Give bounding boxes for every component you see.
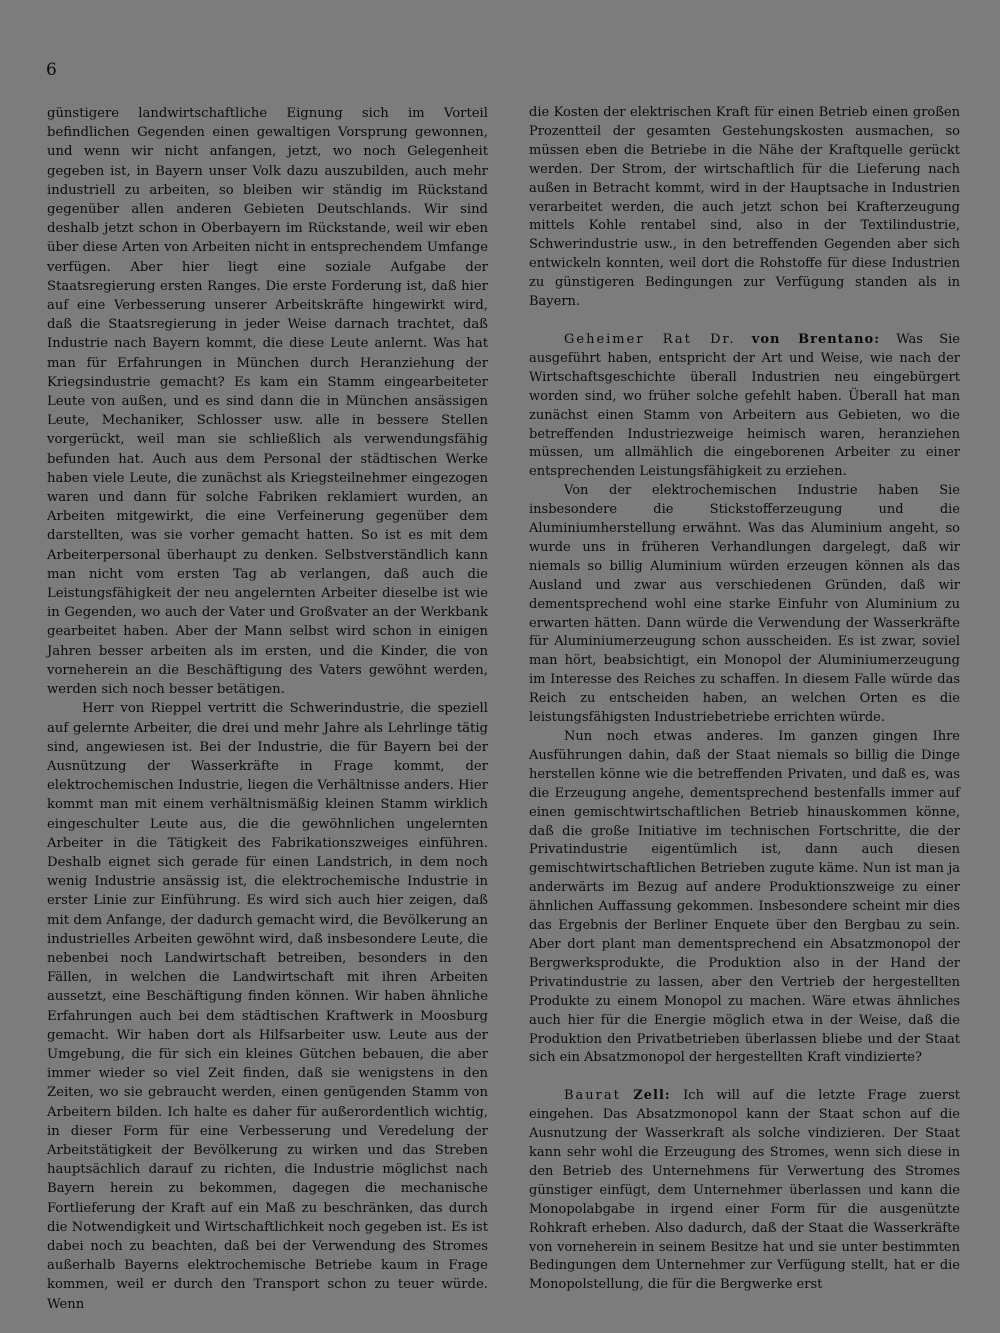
speech-text: Ich will auf die letzte Frage zuerst eingehen. Das Absatzmonopol kann der Staat schon auf die Ausnutzung der Wasserkraft als solche vindizieren. Der Staat kann sehr wohl die Erzeugung des Stromes, wenn sich diese in den Betrieb des Unternehmens für Verwertung des Stromes günstiger einfügt, dem Unternehmer überlassen und kann die Monopolabgabe in irgend einer Form für die ausgenützte Rohkraft erheben. Also dadurch, daß der Staat die Wasserkräfte von vorneherein in seinem Besitze hat und sie unter bestimmten Bedingungen dem Unternehmer zur Verfügung stellt, hat er die Monopolstellung, die für die Bergwerke erst [529,1088,960,1293]
paragraph: Nun noch etwas anderes. Im ganzen gingen Ihre Ausführungen dahin, daß der Staat niemals so billig die Dinge herstellen könne wie die betreffenden Privaten, und daß es, was die Erzeugung angehe, dementsprechend bestenfalls immer auf einen gemischtwirtschaftlichen Betrieb hinauskommen könne, daß die große Initiative im technischen Fortschritte, die der Privatindustrie eigentümlich ist, dann auch diesen gemischtwirtschaftlichen Betrieben zugute käme. Nun ist man ja anderwärts im Bezug auf andere Produktionszweige zu einer ähnlichen Auffassung gekommen. Insbesondere scheint mir dies das Ergebnis der Berliner Enquete über den Bergbau zu sein. Aber dort plant man dementsprechend ein Absatzmonopol der Bergwerksprodukte, die Produktion also in der Hand der Privatindustrie zu lassen, aber den Vertrieb der hergestellten Produkte zu einem Monopol zu machen. Wäre etwas ähnliches auch hier für die Energie möglich etwa in der Weise, daß die Produktion den Privatbetrieben überlassen bliebe und der Staat sich ein Absatzmonopol der hergestellten Kraft vindizierte? [529,729,960,1066]
speech-paragraph [529,1087,960,1295]
speaker-title: Baurat [564,1088,621,1104]
paragraph: Von der elektrochemischen Industrie haben Sie insbesondere die Stickstofferzeugung und die Aluminiumherstellung erwähnt. Was das Aluminium angeht, so wurde uns in früheren Verhandlungen dargelegt, daß wir niemals so billig Aluminium würden erzeugen können als das Ausland und zwar aus verschiedenen Gründen, daß wir dementsprechend wohl eine starke Einfuhr von Aluminium zu erwarten hätten. Dann würde die Verwendung der Wasserkräfte für Aluminiumerzeugung schon ausscheiden. Es ist zwar, soviel man hört, beabsichtigt, ein Monopol der Aluminiumerzeugung im Interesse des Reiches zu schaffen. In diesem Falle würde das Reich zu entscheiden haben, an welchen Orten es die leistungsfähigsten Industriebetriebe errichten würde. [529,483,960,726]
speaker-name: Zell: [633,1088,671,1104]
paragraph: die Kosten der elektrischen Kraft für einen Betrieb einen großen Prozentteil der gesamten Gestehungskosten ausmachen, so müssen eben die Betriebe in die Nähe der Kraftquelle gerückt werden. Der Strom, der wirtschaftlich für die Lieferung nach außen in Betracht kommt, wird in der Hauptsache in Industrien verarbeitet werden, die auch jetzt schon bei Krafterzeugung mittels Kohle rentabel sind, also in der Textilindustrie, Schwerindustrie usw., in den betreffenden Gegenden aber sich entwickeln konnten, weil dort die Rohstoffe für diese Industrien zu günstigeren Bedingungen zur Verfügung standen als in Bayern. [529,105,960,310]
speaker-title: Geheimer Rat Dr. [564,331,736,347]
speech-paragraph [529,331,960,482]
speech-text: Was Sie ausgeführt haben, entspricht der Art und Weise, wie nach der Wirtschaftsgeschichte überall Industrien neu eingebürgert worden sind, wo früher solche gefehlt haben. Überall hat man zunächst einen Stamm von Arbeitern aus Gebieten, wo die betreffenden Industriezweige heimisch waren, heranziehen müssen, um allmählich die eingeborenen Arbeiter zu einer entsprechenden Leistungsfähigkeit zu erziehen. [529,331,960,480]
speaker-name: von Brentano: [751,331,881,347]
paragraph: Herr von Rieppel vertritt die Schwerindustrie, die speziell auf gelernte Arbeiter, die drei und mehr Jahre als Lehrlinge tätig sind, angewiesen ist. Bei der Industrie, die für Bayern bei der Ausnützung der Wasserkräfte in Frage kommt, der elektrochemischen Industrie, liegen die Verhältnisse anders. Hier kommt man mit einem verhältnismäßig kleinen Stamm wirklich eingeschulter Leute aus, die die gewöhnlichen ungelernten Arbeiter in die Tätigkeit des Fabrikationszweiges einführen. Deshalb eignet sich gerade für einen Landstrich, in dem noch wenig Industrie ansässig ist, die elektrochemische Industrie in erster Linie zur Einführung. Es wird sich auch hier zeigen, daß mit dem Anfange, der dadurch gemacht wird, die Bevölkerung an industrielles Arbeiten gewöhnt wird, daß insbesondere Leute, die nebenbei noch Landwirtschaft betreiben, besonders in den Fällen, in welchen die Landwirtschaft mit ihren Arbeiten aussetzt, eine Beschäftigung finden können. Wir haben ähnliche Erfahrungen auch bei dem städtischen Kraftwerk in Moosburg gemacht. Wir haben dort als Hilfsarbeiter usw. Leute aus der Umgebung, die für sich ein kleines Gütchen bebauen, die aber immer wieder so viel Zeit finden, daß sie wenigstens in den Zeiten, wo sie gebraucht werden, einen genügenden Stamm von Arbeitern bilden. Ich halte es daher für außerordentlich wichtig, in dieser Form für eine Verbesserung und Veredelung der Arbeitstätigkeit der Bevölkerung zu wirken und das Streben hauptsächlich darauf zu richten, die Industrie möglichst nach Bayern herein zu bekommen, dagegen die mechanische Fortlieferung der Kraft auf ein Maß zu beschränken, das durch die Notwendigkeit und Wirtschaftlichkeit noch gegeben ist. Es ist dabei noch zu beachten, daß bei der Verwendung des Stromes außerhalb Bayerns elektrochemische Betriebe kaum in Frage kommen, weil er durch den Transport schon zu teuer würde. Wenn [47,701,488,1312]
left-column [47,104,488,1314]
paragraph: günstigere landwirtschaftliche Eignung sich im Vorteil befindlichen Gegenden einen gewaltigen Vorsprung gewonnen, und wenn wir nicht anfangen, jetzt, wo noch Gelegenheit gegeben ist, in Bayern unser Volk dazu auszubilden, auch mehr industriell zu arbeiten, so bleiben wir ständig im Rückstand gegenüber allen anderen Gebieten Deutschlands. Wir sind deshalb jetzt schon in Oberbayern im Rückstande, weil wir eben über diese Arten von Arbeiten nicht in entsprechendem Umfange verfügen. Aber hier liegt eine soziale Aufgabe der Staatsregierung ersten Ranges. Die erste Forderung ist, daß hier auf eine Verbesserung unserer Arbeitskräfte hingewirkt wird, daß die Staatsregierung in jeder Weise darnach trachtet, daß Industrie nach Bayern kommt, die diese Leute anlernt. Was hat man für Erfahrungen in München durch Heranziehung der Kriegsindustrie gemacht? Es kam ein Stamm eingearbeiteter Leute von außen, und es sind dann die in München ansässigen Leute, Mechaniker, Schlosser usw. alle in bessere Stellen vorgerückt, weil man sie schließlich als verwendungsfähig befunden hat. Auch aus dem Personal der städtischen Werke haben viele Leute, die zunächst als Kriegsteilnehmer eingezogen waren und dann für solche Fabriken reklamiert wurden, an Arbeiten mitgewirkt, die eine Verfeinerung gegenüber dem darstellten, was sie vorher gemacht hatten. So ist es mit dem Arbeiterpersonal überhaupt zu denken. Selbstverständlich kann man nicht vom ersten Tag ab verlangen, daß auch die Leistungsfähigkeit der neu angelernten Arbeiter dieselbe ist wie in Gegenden, wo auch der Vater und Großvater an der Werkbank gearbeitet haben. Aber der Mann selbst wird schon in einigen Jahren besser arbeiten als im ersten, und die Kinder, die von vorneherein an die Beschäftigung des Vaters gewöhnt werden, werden sich noch besser betätigen. [47,106,488,698]
page-number: 6 [46,60,57,80]
right-column [529,104,960,1295]
